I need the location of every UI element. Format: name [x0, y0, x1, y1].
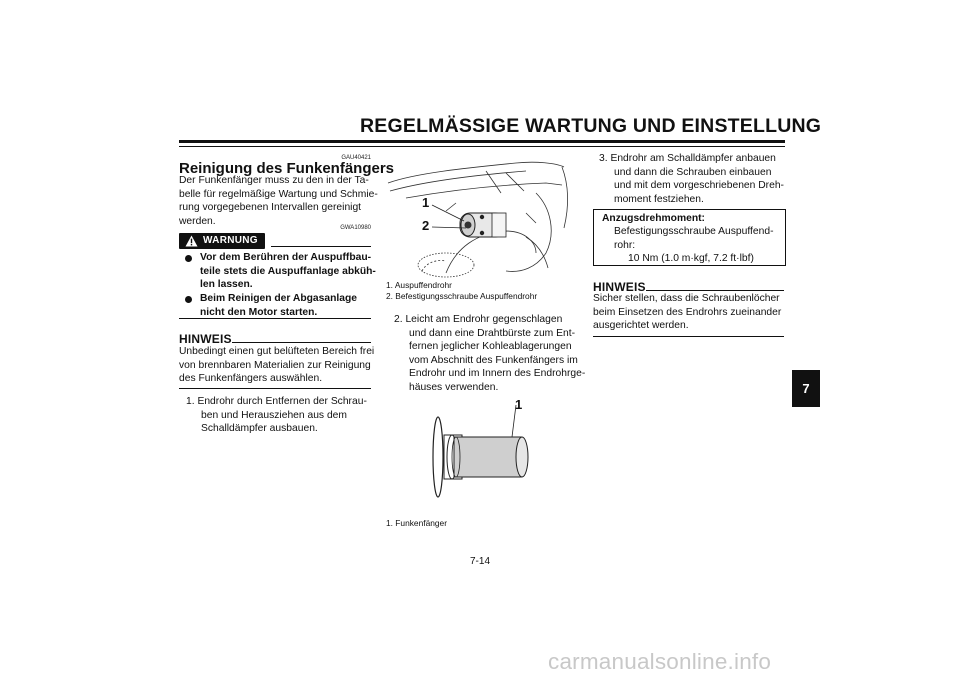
note-line: ausgerichtet werden.: [593, 320, 689, 332]
spec-line: rohr:: [614, 239, 636, 251]
step-line: 2. Leicht am Endrohr gegenschlagen: [394, 314, 563, 325]
note-rule: [646, 290, 784, 291]
step-line: Schalldämpfer ausbauen.: [201, 423, 318, 435]
step-line: Endrohr und im Innern des Endrohrge-: [409, 368, 586, 380]
spark-arrester-figure: [428, 395, 548, 513]
step-line: 1. Endrohr durch Entfernen der Schrau-: [186, 396, 367, 407]
exhaust-figure: [386, 153, 578, 278]
step-line: häuses verwenden.: [409, 381, 499, 393]
note-line: Sicher stellen, dass die Schraubenlöcher: [593, 293, 780, 304]
step-line: 3. Endrohr am Schalldämpfer anbauen: [599, 153, 776, 164]
note-end-rule: [593, 336, 784, 337]
warning-badge: [179, 233, 265, 249]
torque-spec-lines: [614, 225, 784, 266]
step-3: [599, 152, 794, 206]
chapter-tab: 7: [792, 370, 820, 407]
warning-code: GWA10980: [340, 225, 371, 231]
step-line: moment festziehen.: [614, 193, 704, 205]
exhaust-illustration: [386, 153, 578, 278]
intro-line: belle für regelmäßige Wartung und Schmie-: [179, 188, 378, 200]
warning-bullet: [200, 292, 380, 319]
torque-spec-title: Anzugsdrehmoment:: [602, 213, 705, 224]
bullet-icon: [185, 296, 192, 303]
section-code: GAU40421: [341, 155, 371, 161]
intro-line: rung vorgegebenen Intervallen gereinigt: [179, 202, 362, 214]
header-rule-thin: [179, 146, 785, 147]
warning-bullet-line: nicht den Motor starten.: [200, 306, 318, 318]
figure-callout: 2: [422, 218, 430, 233]
watermark: carmanualsonline.info: [548, 649, 772, 674]
note-line: Unbedingt einen gut belüfteten Bereich frei: [179, 346, 375, 357]
note-paragraph: [179, 345, 379, 386]
note-line: des Funkenfängers auswählen.: [179, 373, 323, 385]
note-line: von brennbaren Materialien zur Reinigung: [179, 359, 371, 371]
step-line: und dann eine Drahtbürste zum Ent-: [409, 327, 575, 339]
note-label: HINWEIS: [593, 280, 646, 294]
warning-triangle-icon: [185, 235, 198, 250]
note-label: HINWEIS: [179, 332, 232, 346]
warning-label: WARNUNG: [203, 235, 258, 246]
warning-rule: [271, 246, 371, 247]
step-2: [394, 313, 589, 395]
step-line: vom Abschnitt des Funkenfängers im: [409, 354, 578, 366]
note-line: beim Einsetzen des Endrohrs zueinander: [593, 306, 782, 318]
step-1: [186, 395, 376, 436]
step-line: und mit dem vorgeschriebenen Dreh-: [614, 180, 784, 192]
figure-caption: [386, 280, 586, 302]
intro-line: werden.: [179, 215, 216, 227]
figure-caption: 1. Funkenfänger: [386, 518, 447, 528]
note-end-rule: [179, 388, 371, 389]
step-line: und dann die Schrauben einbauen: [614, 166, 772, 178]
intro-line: Der Funkenfänger muss zu den in der Ta-: [179, 175, 369, 186]
figure-callout: 1: [515, 397, 523, 412]
caption-line: 2. Befestigungsschraube Auspuffendrohr: [386, 291, 538, 301]
warning-bullet: [200, 251, 380, 292]
section-title: Reinigung des Funkenfängers: [179, 160, 395, 177]
warning-bullet-line: Vor dem Berühren der Auspuffbau-: [200, 252, 372, 263]
spark-arrester-illustration: [428, 395, 548, 513]
caption-line: 1. Auspuffendrohr: [386, 280, 452, 290]
intro-paragraph: [179, 174, 379, 228]
spec-line: Befestigungsschraube Auspuffend-: [614, 226, 774, 237]
warning-bullet-line: Beim Reinigen der Abgasanlage: [200, 293, 357, 304]
page-number: 7-14: [469, 556, 490, 567]
bullet-icon: [185, 255, 192, 262]
step-line: ben und Herausziehen aus dem: [201, 409, 347, 421]
note-paragraph: [593, 292, 793, 333]
warning-end-rule: [179, 318, 371, 319]
note-rule: [232, 342, 371, 343]
page-header-title: REGELMÄSSIGE WARTUNG UND EINSTELLUNG: [360, 115, 822, 137]
header-rule: [179, 140, 785, 143]
spec-value: 10 Nm (1.0 m·kgf, 7.2 ft·lbf): [628, 253, 754, 265]
figure-callout: 1: [422, 195, 430, 210]
step-line: fernen jeglicher Kohleablagerungen: [409, 341, 572, 353]
warning-bullet-line: len lassen.: [200, 279, 253, 291]
warning-bullet-line: teile stets die Auspuffanlage abküh-: [200, 265, 376, 277]
torque-spec-box: [593, 209, 786, 266]
